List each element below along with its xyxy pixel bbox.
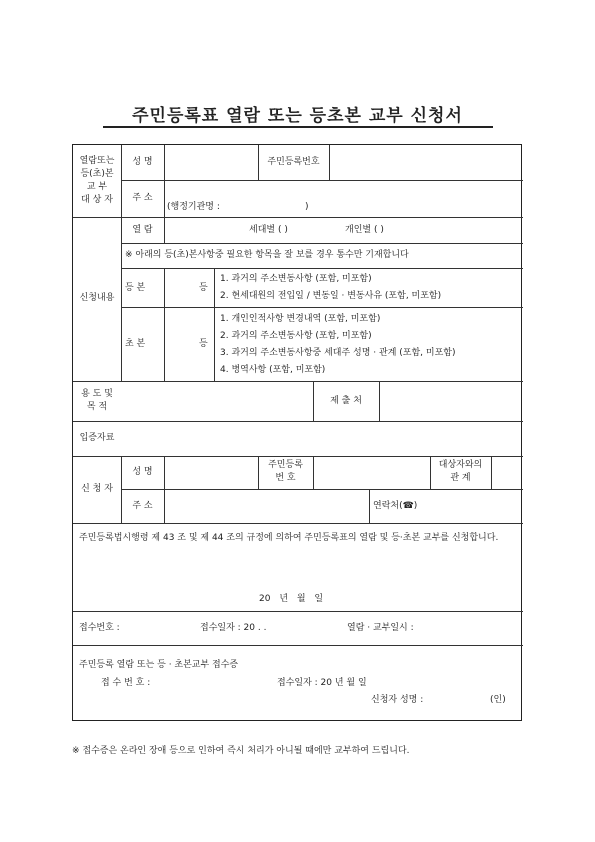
abstract-label: 초 본 bbox=[125, 339, 146, 349]
applicant-name-label: 성 명 bbox=[132, 467, 153, 477]
relation-field[interactable] bbox=[491, 458, 523, 487]
stub-number-label: 접 수 번 호 : bbox=[101, 678, 151, 688]
stub-seal: (인) bbox=[490, 695, 506, 705]
target-rrn-label: 주민등록번호 bbox=[267, 157, 320, 167]
divider bbox=[73, 523, 523, 524]
copy-item[interactable]: 1. 과거의 주소변동사항 (포함, 미포함) bbox=[220, 274, 372, 284]
divider bbox=[214, 268, 215, 381]
stub-title: 주민등록 열람 또는 등 · 초본교부 접수증 bbox=[79, 660, 239, 670]
evidence-label: 입증자료 bbox=[79, 433, 115, 443]
application-form bbox=[72, 144, 522, 721]
contact-label: 연락처(☎) bbox=[373, 501, 418, 511]
target-label-line: 교 부 bbox=[86, 182, 108, 192]
purpose-label bbox=[73, 388, 121, 414]
relation-label-line: 관 계 bbox=[450, 473, 471, 483]
instruction-text: ※ 아래의 등(초)본사항중 필요한 항목을 잘 보를 경우 통수만 기재합니다 bbox=[125, 250, 409, 260]
page-title: 주민등록표 열람 또는 등초본 교부 신청서 bbox=[132, 106, 463, 126]
target-address-label: 주 소 bbox=[132, 193, 153, 203]
divider bbox=[121, 243, 523, 244]
applicant-address-field[interactable] bbox=[164, 491, 369, 521]
divider bbox=[121, 268, 523, 269]
copy-item[interactable]: 2. 현세대원의 전입일 / 변동일 · 변동사유 (포함, 미포함) bbox=[220, 291, 442, 301]
abstract-item[interactable]: 3. 과거의 주소변동사항중 세대주 성명 · 관계 (포함, 미포함) bbox=[220, 348, 456, 358]
divider bbox=[73, 217, 523, 218]
divider bbox=[73, 456, 523, 457]
target-label-line: 대 상 자 bbox=[81, 195, 113, 205]
stub-date-label: 접수일자 : 20 년 월 일 bbox=[277, 678, 367, 688]
footnote: ※ 접수증은 온라인 장애 등으로 인하여 즉시 처리가 아니될 때에만 교부하여 드립니다. bbox=[72, 746, 410, 756]
target-label-line: 열람또는 bbox=[79, 156, 115, 166]
abstract-item[interactable]: 1. 개인인적사항 변경내역 (포함, 미포함) bbox=[220, 314, 381, 324]
receipt-view-label: 열람 · 교부일시 : bbox=[347, 623, 414, 633]
divider bbox=[369, 489, 370, 523]
receipt-number-label: 접수번호 : bbox=[79, 623, 120, 633]
applicant-section-label: 신 청 자 bbox=[81, 484, 113, 494]
purpose-label-line: 용 도 및 bbox=[81, 389, 113, 399]
abstract-suffix: 등 bbox=[199, 339, 208, 349]
divider bbox=[121, 489, 523, 490]
target-address-hint[interactable]: (행정기관명 : bbox=[167, 202, 220, 212]
divider bbox=[73, 611, 523, 612]
request-section-label: 신청내용 bbox=[79, 293, 115, 303]
target-label-line: 등(초)본 bbox=[80, 169, 114, 179]
target-section-label bbox=[73, 155, 121, 207]
date-line[interactable]: 20 년 월 일 bbox=[259, 594, 324, 604]
submit-to-field[interactable] bbox=[379, 383, 523, 419]
receipt-date-label: 접수일자 : 20 . . bbox=[200, 623, 267, 633]
abstract-item[interactable]: 4. 병역사항 (포함, 미포함) bbox=[220, 365, 326, 375]
relation-label bbox=[430, 459, 491, 485]
copy-label: 등 본 bbox=[125, 283, 146, 293]
divider bbox=[164, 268, 165, 381]
divider bbox=[73, 645, 523, 646]
purpose-field[interactable] bbox=[121, 383, 313, 419]
evidence-field[interactable] bbox=[123, 423, 521, 454]
submit-to-label: 제 출 처 bbox=[330, 396, 362, 406]
target-rrn-field[interactable] bbox=[329, 147, 523, 178]
divider bbox=[121, 145, 122, 381]
statement-text: 주민등록법시행령 제 43 조 및 제 44 조의 규정에 의하여 주민등록표의 열람 및 등·초본 교부를 신청합니다. bbox=[79, 533, 499, 543]
relation-label-line: 대상자와의 bbox=[438, 460, 483, 470]
individual-option[interactable]: 개인별 ( ) bbox=[345, 225, 384, 235]
title-underline bbox=[103, 126, 493, 128]
copy-suffix: 등 bbox=[199, 283, 208, 293]
applicant-address-label: 주 소 bbox=[132, 501, 153, 511]
stub-applicant-label: 신청자 성명 : bbox=[371, 695, 424, 705]
applicant-rrn-label-line: 주민등록 bbox=[268, 460, 303, 470]
applicant-rrn-label bbox=[258, 459, 313, 485]
abstract-item[interactable]: 2. 과거의 주소변동사항 (포함, 미포함) bbox=[220, 331, 372, 341]
target-name-label: 성 명 bbox=[132, 157, 153, 167]
applicant-rrn-field[interactable] bbox=[313, 458, 430, 487]
household-option[interactable]: 세대별 ( ) bbox=[249, 225, 288, 235]
divider bbox=[121, 307, 523, 308]
view-label: 열 람 bbox=[132, 225, 153, 235]
divider bbox=[121, 180, 523, 181]
purpose-label-line: 목 적 bbox=[86, 402, 108, 412]
applicant-name-field[interactable] bbox=[164, 458, 258, 487]
applicant-rrn-label-line: 번 호 bbox=[275, 473, 296, 483]
divider bbox=[73, 381, 523, 382]
target-name-field[interactable] bbox=[164, 147, 258, 178]
target-address-hint-close: ) bbox=[305, 202, 309, 212]
divider bbox=[73, 421, 523, 422]
